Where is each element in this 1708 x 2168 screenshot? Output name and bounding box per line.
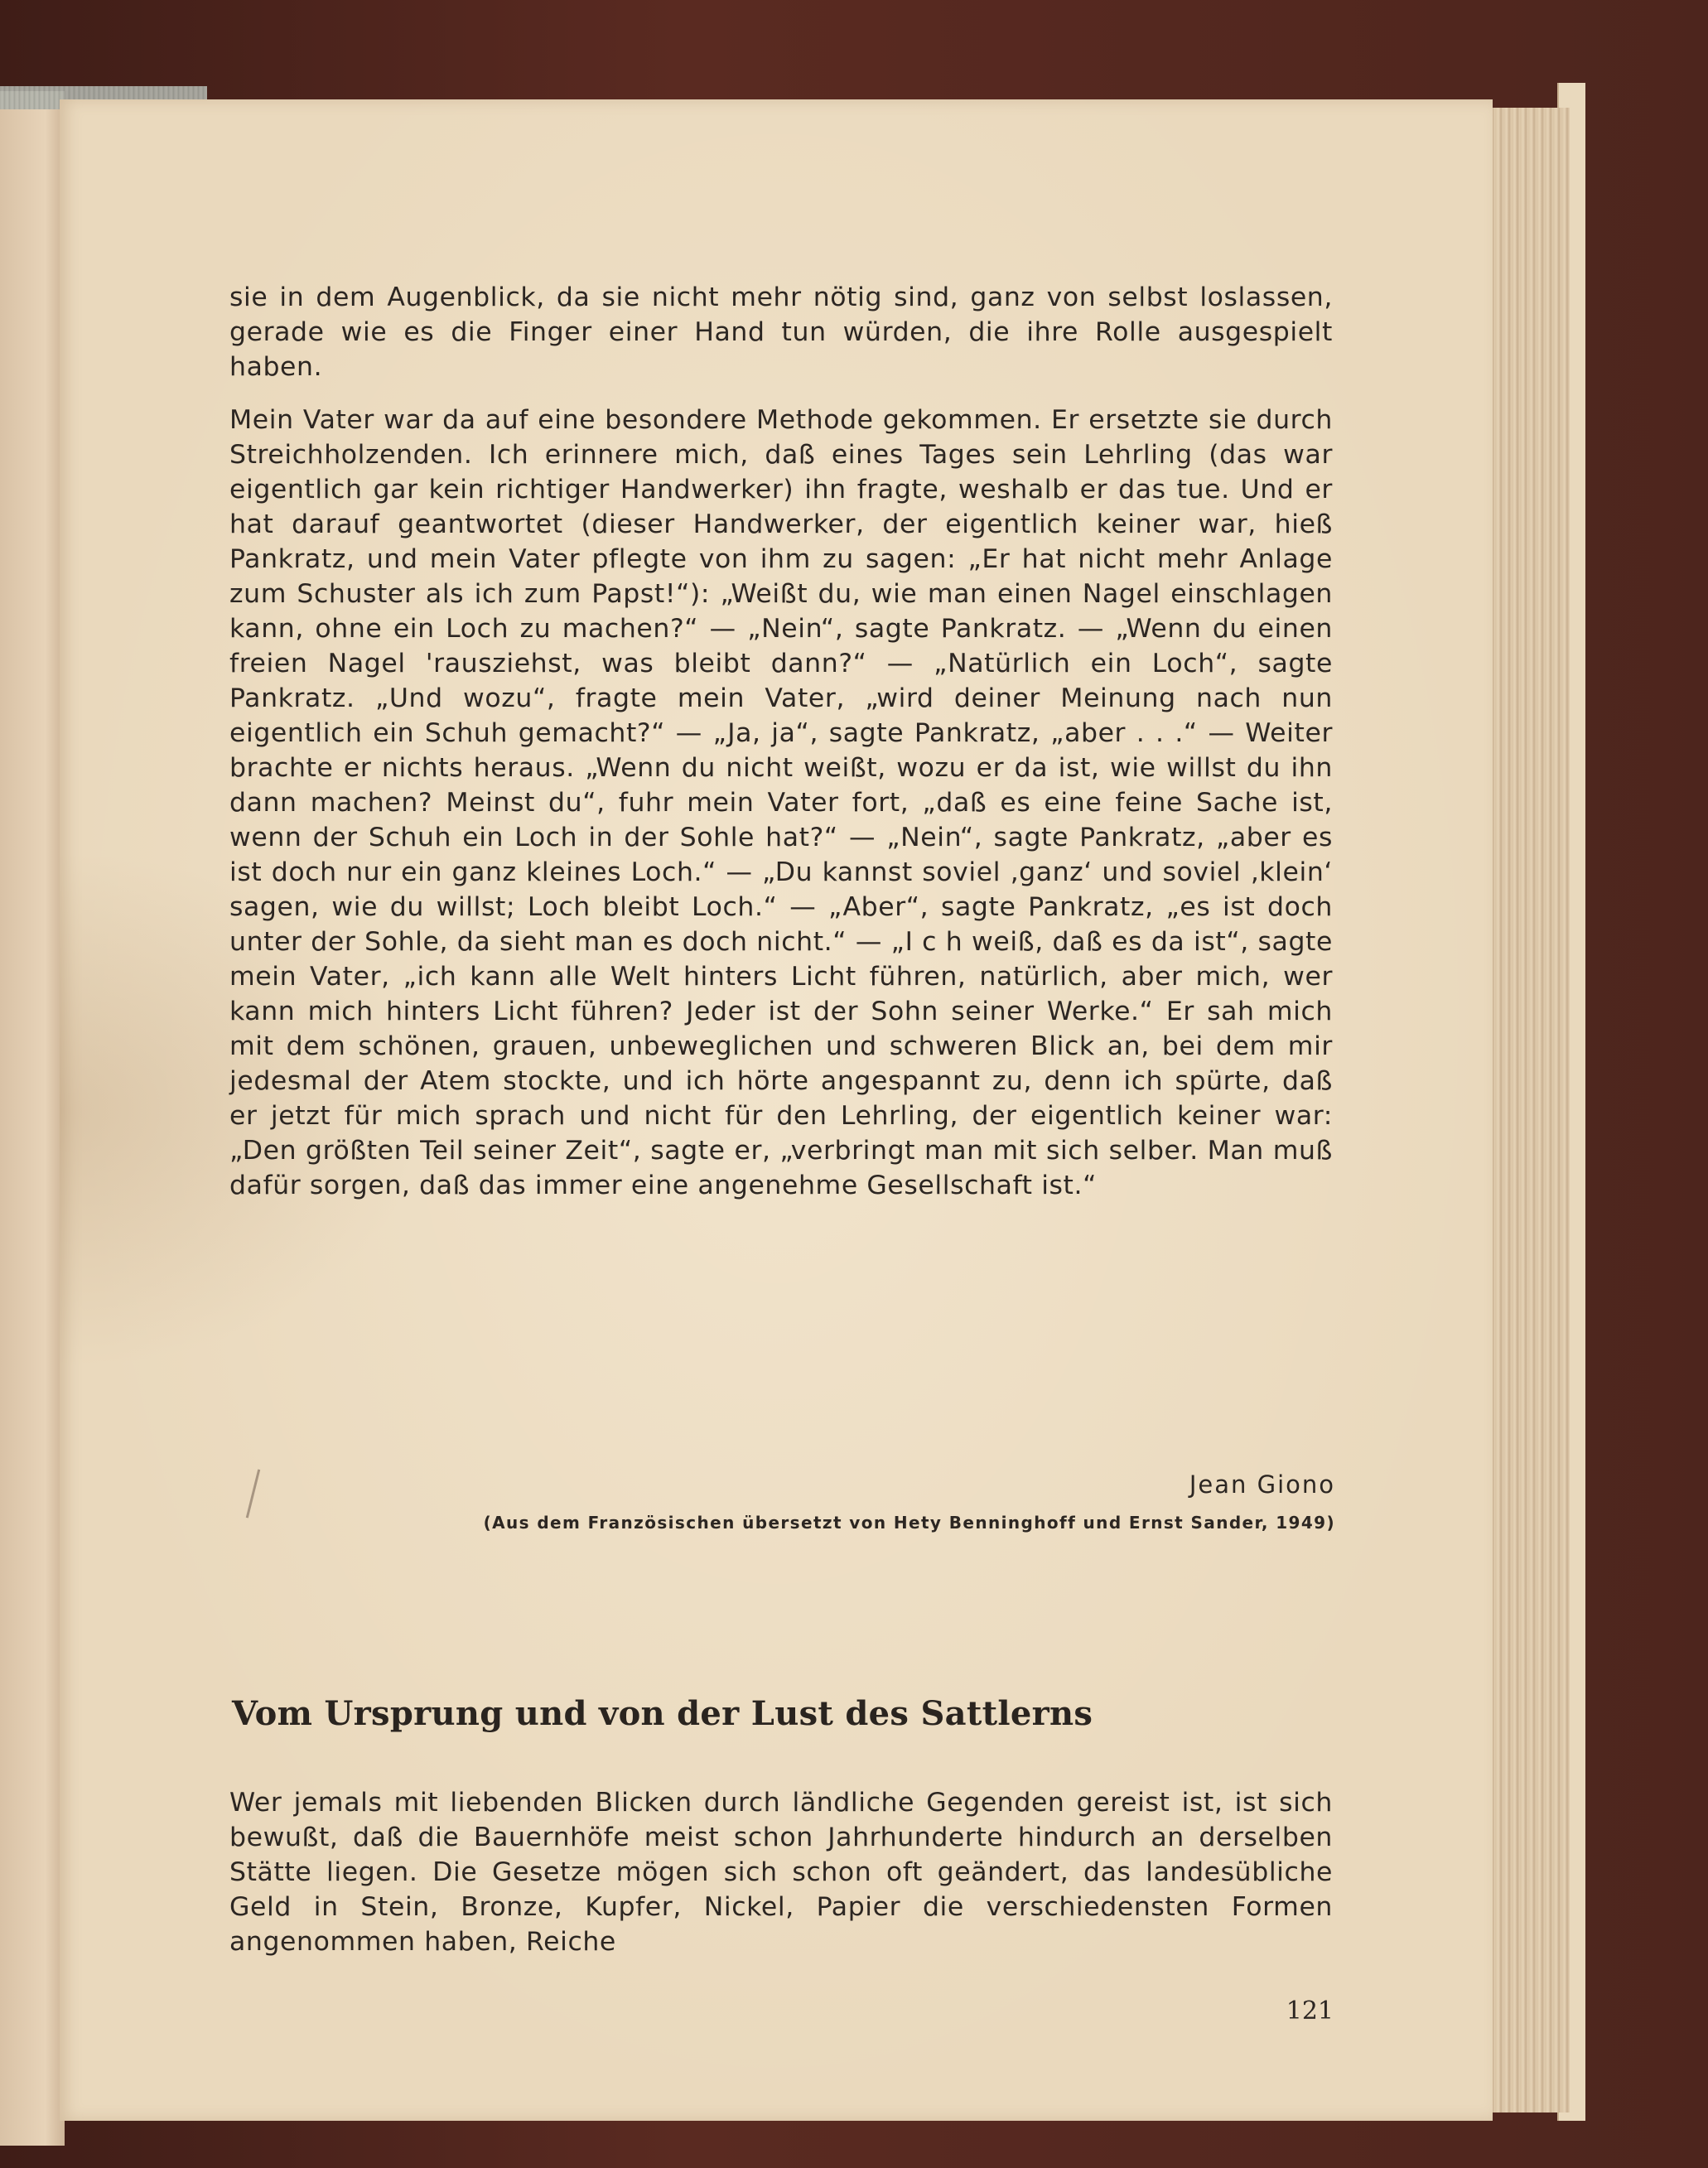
translation-note: (Aus dem Französischen übersetzt von Hety Benninghoff und Ernst Sander, 1949) — [483, 1513, 1335, 1533]
book-page — [60, 99, 1493, 2121]
section-paragraph: Wer jemals mit liebenden Blicken durch ländliche Gegenden gereist ist, ist sich bewußt, daß die Bauernhöfe meist schon Jahrhunderte hindurch an derselben Stätte liegen. Die Gesetze mögen sich schon oft geändert, das landesübliche Geld in Stein, Bronze, Kupfer, Nickel, Papier die verschiedensten Formen angenommen haben, Reiche — [229, 1788, 1333, 1957]
author-name: Jean Giono — [1189, 1470, 1335, 1499]
paragraph-2: Mein Vater war da auf eine besondere Methode gekommen. Er ersetzte sie durch Streichholzenden. Ich erinnere mich, daß eines Tages sein Lehrling (das war eigentlich gar kein richtiger Handwerker) ihn fragte, weshalb er das tue. Und er hat darauf geantwortet (dieser Handwerker, der eigentlich keiner war, hieß Pankratz, und mein Vater pflegte von ihm zu sagen: „Er hat nicht mehr Anlage zum Schuster als ich zum Papst!“): „Weißt du, wie man einen Nagel einschlagen kann, ohne ein Loch zu machen?“ — „Nein“, sagte Pankratz. — „Wenn du einen freien Nagel 'rausziehst, was bleibt dann?“ — „Natürlich ein Loch“, sagte Pankratz. „Und wozu“, fragte mein Vater, „wird deiner Meinung nach nun eigentlich ein Schuh gemacht?“ — „Ja, ja“, sagte Pankratz, „aber . . .“ — Weiter brachte er nichts heraus. „Wenn du nicht weißt, wozu er da ist, wie willst du ihn dann machen? Meinst du“, fuhr mein Vater fort, „daß es eine feine Sache ist, wenn der Schuh ein Loch in der Sohle hat?“ — „Nein“, sagte Pankratz, „aber es ist doch nur ein ganz kleines Loch.“ — „Du kannst soviel ‚ganz‘ und soviel ‚klein‘ sagen, wie du willst; Loch bleibt Loch.“ — „Aber“, sagte Pankratz, „es ist doch unter der Sohle, da sieht man es doch nicht.“ — „I c h weiß, daß es da ist“, sagte mein Vater, „ich kann alle Welt hinters Licht führen, natürlich, aber mich, wer kann mich hinters Licht führen? Jeder ist der Sohn seiner Werke.“ Er sah mich mit dem schönen, grauen, unbeweglichen und schweren Blick an, bei dem mir jedesmal der Atem stockte, und ich hörte angespannt zu, denn ich spürte, daß er jetzt für mich sprach und nicht für den Lehrling, der eigentlich keiner war: „Den größten Teil seiner Zeit“, sagte er, „verbringt man mit sich selber. Man muß dafür sorgen, daß das immer eine angenehme Gesellschaft ist.“ — [229, 405, 1333, 1200]
left-facing-page-edge — [0, 91, 65, 2146]
body-text — [229, 280, 1333, 1203]
paragraph-1: sie in dem Augenblick, da sie nicht mehr nötig sind, ganz von selbst loslassen, gerade wie es die Finger einer Hand tun würden, die ihre Rolle ausgespielt haben. — [229, 282, 1333, 382]
attribution — [229, 1468, 1335, 1534]
page-number: 121 — [1286, 1997, 1334, 2026]
section-heading: Vom Ursprung und von der Lust des Sattlerns — [232, 1694, 1093, 1733]
section-body-text — [229, 1785, 1333, 1959]
